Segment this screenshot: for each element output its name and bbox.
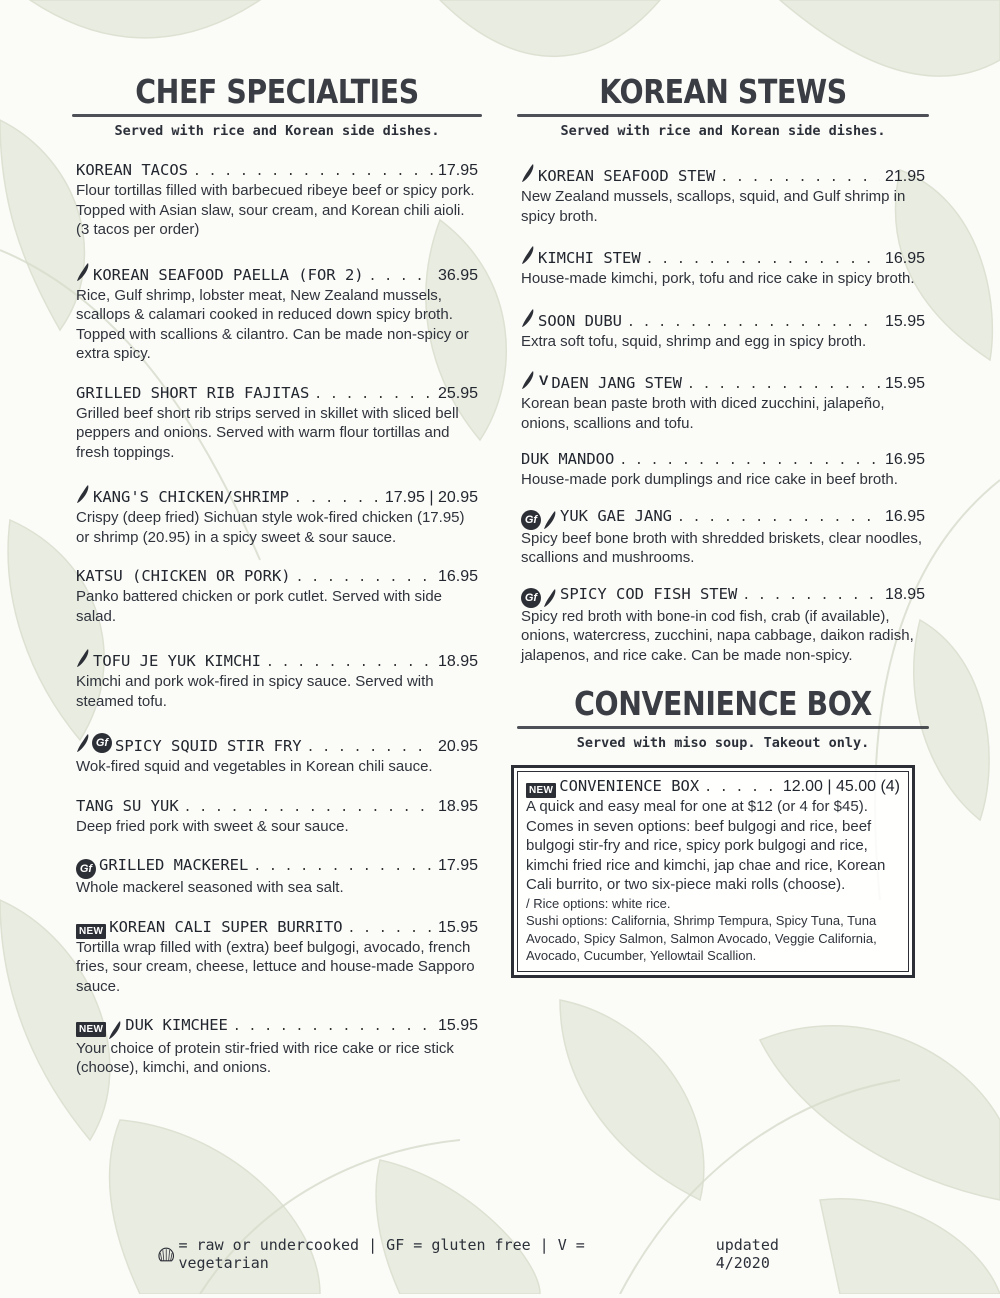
leader-dots (307, 740, 433, 755)
item-price: 36.95 (437, 266, 478, 284)
leader-dots (742, 588, 880, 603)
item-name: KOREAN CALI SUPER BURRITO (109, 917, 343, 936)
menu-item[interactable] (76, 646, 478, 711)
pepper-icon (521, 245, 535, 265)
item-name: SPICY SQUID STIR FRY (115, 737, 302, 755)
item-price: 18.95 (437, 797, 478, 815)
vegetarian-icon: V (539, 372, 549, 388)
item-name: KANG'S CHICKEN/SHRIMP (93, 488, 289, 506)
updated-date: updated 4/2020 (715, 1236, 779, 1272)
leader-dots (294, 491, 380, 506)
item-price: 15.95 (884, 375, 925, 392)
item-price: 17.95 (437, 162, 478, 179)
menu-item[interactable] (521, 450, 925, 490)
item-description: Panko battered chicken or pork cutlet. Served with side salad. (76, 588, 443, 625)
item-name: KIMCHI STEW (538, 249, 641, 267)
item-name: DAEN JANG STEW (551, 374, 682, 392)
menu-item[interactable] (76, 567, 478, 626)
item-price: 15.95 (884, 312, 925, 330)
leader-dots (704, 780, 778, 795)
leader-dots (314, 387, 433, 402)
divider (517, 114, 929, 117)
item-description: House-made kimchi, pork, tofu and rice cake in spicy broth. (521, 270, 915, 287)
leader-dots (369, 269, 433, 284)
item-description: Grilled beef short rib strips served in skillet with sliced bell peppers and onions. Served with warm flour tortillas and fresh toppings. (76, 404, 459, 461)
item-name: KOREAN SEAFOOD PAELLA (FOR 2) (93, 265, 364, 284)
section-subtitle: Served with rice and Korean side dishes. (114, 123, 440, 139)
leader-dots (720, 170, 880, 185)
menu-item[interactable] (76, 482, 478, 547)
menu-item[interactable] (521, 306, 925, 352)
pepper-icon (521, 163, 535, 183)
menu-item[interactable] (521, 243, 925, 289)
leader-dots (233, 1019, 433, 1034)
divider (517, 726, 929, 729)
menu-item[interactable] (521, 507, 925, 568)
menu-item[interactable] (521, 161, 925, 226)
item-name: KOREAN SEAFOOD STEW (538, 167, 716, 185)
item-price: 16.95 (884, 507, 925, 525)
footer-legend (158, 1236, 838, 1272)
leader-dots (253, 859, 433, 874)
pepper-icon (76, 648, 90, 668)
menu-item[interactable] (76, 260, 478, 364)
section-title: KOREAN STEWS (599, 72, 847, 111)
menu-item[interactable] (76, 384, 478, 463)
section-subtitle: Served with miso soup. Takeout only. (576, 735, 870, 751)
menu-item[interactable] (76, 731, 478, 777)
item-name: YUK GAE JANG (560, 506, 672, 525)
leader-dots (687, 377, 880, 392)
item-description: Spicy beef bone broth with shredded briskets, clear noodles, scallions and mushrooms. (521, 529, 923, 566)
shell-icon (158, 1246, 174, 1263)
item-description: Korean bean paste broth with diced zucchini, jalapeño, onions, scallions and tofu. (521, 395, 885, 432)
item-price: 15.95 (437, 1017, 478, 1034)
menu-item[interactable] (76, 918, 478, 997)
menu-item[interactable] (521, 585, 925, 666)
item-price: 15.95 (437, 918, 478, 936)
menu-item[interactable] (76, 1016, 478, 1078)
leader-dots (627, 315, 880, 330)
item-description: Deep fried pork with sweet & sour sauce. (76, 817, 349, 835)
item-price: 18.95 (884, 585, 925, 603)
leader-dots (677, 510, 880, 525)
item-price: 16.95 (884, 451, 925, 468)
pepper-icon (76, 733, 90, 753)
leader-dots (646, 252, 880, 267)
item-description: Kimchi and pork wok-fired in spicy sauce. Served with steamed tofu. (76, 673, 434, 710)
pepper-icon (108, 1020, 122, 1040)
item-description: Wok-fired squid and vegetables in Korean chili sauce. (76, 758, 433, 775)
item-price: 12.00 | 45.00 (4) (782, 778, 900, 795)
item-name: GRILLED MACKEREL (99, 856, 249, 874)
pepper-icon (76, 262, 90, 282)
item-description: Your choice of protein stir-fried with rice cake or rice stick (choose), kimchi, and onions. (76, 1039, 454, 1076)
chef-specialties-section (76, 70, 478, 1098)
menu-item[interactable] (76, 856, 478, 898)
pepper-icon (521, 370, 535, 390)
gluten-free-icon: Gf (521, 588, 541, 608)
item-price: 16.95 (884, 250, 925, 267)
item-description: New Zealand mussels, scallops, squid, and Gulf shrimp in spicy broth. (521, 188, 906, 225)
menu-item[interactable] (521, 368, 925, 433)
item-price: 17.95 (437, 857, 478, 874)
item-name: DUK MANDOO (521, 450, 615, 468)
item-name: KATSU (CHICKEN OR PORK) (76, 567, 291, 585)
item-price: 21.95 (884, 168, 925, 185)
item-description: A quick and easy meal for one at $12 (or 4 for $45). Comes in seven options: beef bulgogi and rice, beef bulgogi stir-fry and rice, spicy pork bulgogi and rice, kimchi fried rice and kimchi, jap chae and rice, Korean Cali burrito, or two six-piece maki rolls (choose). (526, 798, 886, 893)
item-name: CONVENIENCE BOX (559, 777, 700, 795)
new-badge: NEW (76, 924, 106, 939)
section-title: CHEF SPECIALTIES (135, 72, 419, 111)
new-badge: NEW (76, 1022, 106, 1037)
item-description: Flour tortillas filled with barbecued ribeye beef or spicy pork. Topped with Asian slaw, sour cream, and Korean chili aioli. (3 tacos per order) (76, 182, 475, 238)
item-description: Extra soft tofu, squid, shrimp and egg in spicy broth. (521, 332, 867, 350)
menu-item[interactable] (76, 797, 478, 837)
leader-dots (296, 570, 433, 585)
item-name: KOREAN TACOS (76, 161, 188, 179)
leader-dots (193, 164, 433, 179)
pepper-icon (543, 510, 557, 530)
item-price: 25.95 (437, 384, 478, 402)
rice-options: / Rice options: white rice. (526, 895, 671, 911)
korean-stews-section (521, 70, 925, 978)
sushi-options: Sushi options: California, Shrimp Tempura, Spicy Tuna, Tuna Avocado, Spicy Salmon, Salmon Avocado, Veggie California, Avocado, Cucumber, Yellowtail Scallion. (526, 913, 877, 963)
legend-text: = raw or undercooked | GF = gluten free | V = vegetarian (178, 1236, 585, 1272)
item-price: 17.95 | 20.95 (384, 489, 478, 506)
menu-item[interactable] (76, 161, 478, 240)
item-name: GRILLED SHORT RIB FAJITAS (76, 383, 310, 402)
item-price: 18.95 (437, 653, 478, 670)
item-description: House-made pork dumplings and rice cake in beef broth. (521, 471, 898, 488)
item-name: SOON DUBU (538, 311, 622, 330)
leader-dots (348, 921, 433, 936)
divider (72, 114, 482, 117)
convenience-box-card[interactable] (511, 765, 915, 978)
item-name: TANG SU YUK (76, 796, 179, 815)
leader-dots (619, 453, 880, 468)
convenience-box-section (521, 682, 925, 978)
item-price: 20.95 (437, 738, 478, 755)
gluten-free-icon: Gf (92, 733, 112, 753)
item-name: DUK KIMCHEE (125, 1016, 228, 1034)
section-title: CONVENIENCE BOX (574, 684, 872, 723)
item-name: SPICY COD FISH STEW (560, 584, 738, 603)
leader-dots (184, 800, 433, 815)
new-badge: NEW (526, 783, 556, 798)
item-description: Tortilla wrap filled with (extra) beef bulgogi, avocado, french fries, sour cream, cheese, lettuce and house-made Sapporo sauce. (76, 938, 475, 995)
gluten-free-icon: Gf (521, 510, 541, 530)
item-name: TOFU JE YUK KIMCHI (93, 652, 261, 670)
pepper-icon (521, 308, 535, 328)
item-description: Whole mackerel seasoned with sea salt. (76, 879, 344, 896)
gluten-free-icon: Gf (76, 859, 96, 879)
item-description: Spicy red broth with bone-in cod fish, crab (if available), onions, watercress, zucchini, napa cabbage, daikon radish, jalapenos, and rice cake. Can be made non-spicy. (521, 607, 914, 664)
section-subtitle: Served with rice and Korean side dishes. (560, 123, 886, 139)
item-description: Crispy (deep fried) Sichuan style wok-fired chicken (17.95) or shrimp (20.95) in a spicy sweet & sour sauce. (76, 509, 465, 546)
pepper-icon (543, 588, 557, 608)
leader-dots (266, 655, 433, 670)
item-description: Rice, Gulf shrimp, lobster meat, New Zealand mussels, scallops & calamari cooked in reduced down spicy broth. Topped with scallions & cilantro. Can be made non-spicy or extra spicy. (76, 286, 469, 362)
pepper-icon (76, 484, 90, 504)
item-price: 16.95 (437, 568, 478, 585)
